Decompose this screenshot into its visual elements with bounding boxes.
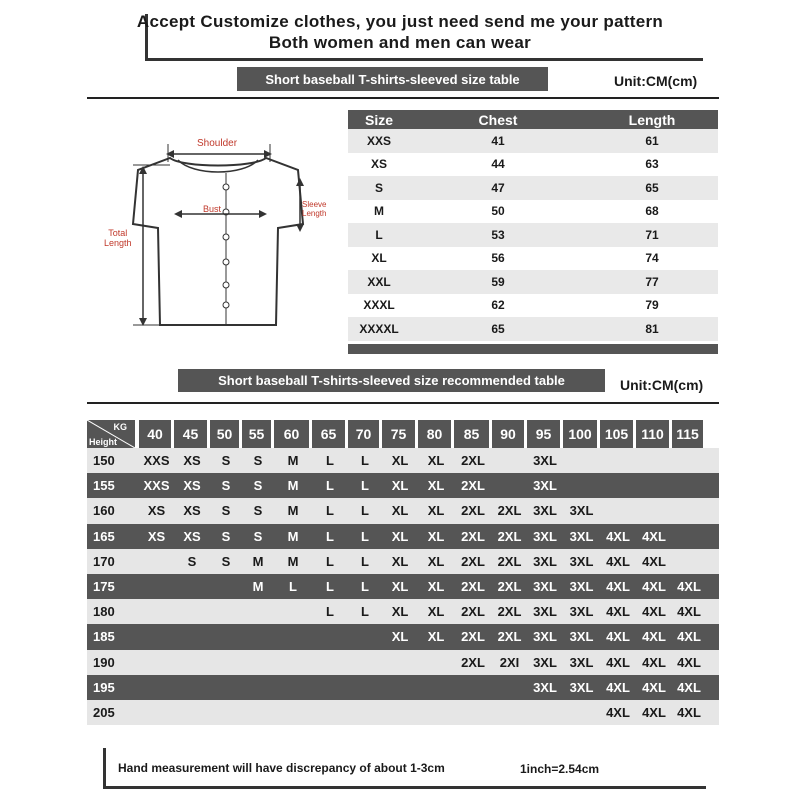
size-recommendation-cell: 2XL [461,478,485,494]
size-recommendation-cell: 2XL [461,528,485,544]
kg-header: 95 [527,420,560,448]
size-recommendation-cell: XS [183,478,201,494]
chest-cell: 44 [491,157,505,172]
size-recommendation-cell: L [326,528,334,544]
size-recommendation-cell: 4XL [606,528,630,544]
size-recommendation-cell: 2XL [497,553,522,569]
size-cell: XXXL [363,298,395,313]
size-recommendation-cell: XS [183,503,201,519]
size-cell: XL [371,251,387,266]
size-recommendation-cell: 3XL [533,679,557,695]
col-chest: Chest [478,111,518,128]
size-recommendation-cell: 3XL [533,553,557,569]
size-recommendation-cell: L [326,579,334,595]
size-recommendation-cell: M [287,553,299,569]
recommend-table-body [87,448,719,725]
size-recommendation-cell: L [361,553,369,569]
length-cell: 79 [645,298,659,313]
size-recommendation-cell: 4XL [606,553,630,569]
chest-cell: 41 [491,133,505,148]
size-recommendation-cell: 2XL [497,629,522,645]
kg-header: 80 [418,420,451,448]
size-recommendation-cell: 4XL [677,679,701,695]
footer-conversion: 1inch=2.54cm [520,762,600,776]
size-recommendation-cell: M [287,503,299,519]
size-recommendation-cell: 3XL [569,579,594,595]
size-recommendation-cell: L [326,604,334,620]
size-recommendation-cell: 4XL [642,654,666,670]
size-recommendation-cell: 4XL [606,629,630,645]
size-recommendation-cell: XL [427,553,445,569]
size-recommendation-cell: 4XL [642,553,666,569]
size-recommendation-cell: XL [427,478,445,494]
size-recommendation-cell: M [252,579,264,595]
size-recommendation-cell: L [326,453,334,469]
size-cell: S [374,180,383,195]
size-recommendation-cell: XL [427,629,445,645]
size-row [348,317,718,341]
kg-header: 115 [672,420,703,448]
size-recommendation-cell: M [287,453,299,469]
size-recommendation-cell: 2XL [461,654,485,670]
size-recommendation-cell: 4XL [606,704,630,720]
size-row [348,247,718,271]
recommend-table [87,420,719,725]
size-recommendation-cell: 3XL [533,604,557,620]
size-recommendation-cell: 3XL [569,528,594,544]
recommend-table-title: Short baseball T-shirts-sleeved size recommended table [178,369,605,392]
size-recommendation-cell: 2XL [497,503,522,519]
size-recommendation-cell: 3XL [533,453,557,469]
size-recommendation-cell: L [361,453,369,469]
size-recommendation-cell: XS [183,528,201,544]
kg-header: 75 [382,420,415,448]
kg-header: 110 [636,420,669,448]
size-recommendation-cell: XL [391,553,409,569]
kg-header: 100 [563,420,597,448]
size-table-footer-bar [348,344,718,354]
size-recommendation-cell: L [289,579,297,595]
size-recommendation-cell: 3XL [569,629,594,645]
size-recommendation-cell: 4XL [677,629,701,645]
size-recommendation-cell: XL [391,503,409,519]
height-cell: 170 [93,553,115,569]
size-recommendation-cell: XL [427,528,445,544]
size-recommendation-cell: L [361,604,369,620]
size-recommendation-cell: 2XL [461,503,485,519]
recommend-row [87,675,719,700]
size-recommendation-cell: 4XL [642,528,666,544]
size-recommendation-cell: 3XL [533,629,557,645]
size-table [348,110,718,354]
kg-header: 105 [600,420,633,448]
length-cell: 68 [645,204,659,219]
size-recommendation-cell: 2XL [461,579,485,595]
chest-cell: 62 [491,298,505,313]
size-row [348,200,718,224]
footer-note: Hand measurement will have discrepancy of about 1-3cm [118,761,445,775]
size-recommendation-cell: L [326,553,334,569]
recommend-row [87,498,719,523]
col-length: Length [628,111,676,128]
size-recommendation-cell: L [361,579,369,595]
size-table-unit: Unit:CM(cm) [614,73,698,89]
size-recommendation-cell: XL [427,453,445,469]
height-cell: 190 [93,654,115,670]
height-cell: 160 [93,503,115,519]
size-recommendation-cell: XL [391,528,409,544]
size-recommendation-cell: 2XI [499,654,520,670]
kg-header: 45 [174,420,207,448]
kg-header: 50 [210,420,239,448]
size-recommendation-cell: S [221,553,231,569]
section-rule-2 [87,402,719,404]
corner-height: Height [89,437,117,447]
chest-cell: 59 [491,274,505,289]
size-row [348,176,718,200]
kg-header: 85 [454,420,489,448]
size-recommendation-cell: 2XL [497,579,522,595]
size-recommendation-cell: 4XL [677,654,701,670]
size-recommendation-cell: L [361,478,369,494]
size-cell: XS [370,157,387,172]
size-recommendation-cell: 4XL [606,579,630,595]
size-recommendation-cell: M [287,528,299,544]
size-recommendation-cell: L [361,503,369,519]
size-recommendation-cell: 4XL [606,654,630,670]
shirt-diagram [98,130,338,340]
header-line-2: Both women and men can wear [268,33,532,52]
size-recommendation-cell: L [326,478,334,494]
size-recommendation-cell: 3XL [533,579,557,595]
size-recommendation-cell: 2XL [497,528,522,544]
size-recommendation-cell: 2XL [461,629,485,645]
size-recommendation-cell: M [287,478,299,494]
chest-cell: 47 [491,180,505,195]
size-recommendation-cell: 4XL [642,579,666,595]
size-recommendation-cell: XXS [143,478,170,494]
size-recommendation-cell: XL [391,604,409,620]
recommend-row [87,624,719,649]
recommend-row [87,549,719,574]
size-cell: XXS [366,133,391,148]
shirt-outline [133,158,303,325]
size-recommendation-cell: M [252,553,264,569]
height-cell: 175 [93,579,115,595]
size-recommendation-cell: XL [391,629,409,645]
recommend-row [87,448,719,473]
size-row [348,294,718,318]
size-recommendation-cell: XXS [143,453,170,469]
chest-cell: 65 [491,321,505,336]
kg-header: 65 [312,420,345,448]
size-recommendation-cell: XS [147,503,166,519]
size-recommendation-cell: S [221,528,231,544]
recommend-row [87,524,719,549]
size-recommendation-cell: L [326,503,334,519]
recommend-row [87,700,719,725]
size-recommendation-cell: 3XL [533,528,557,544]
length-cell: 63 [645,157,659,172]
size-recommendation-cell: 2XL [497,604,522,620]
shoulder-label: Shoulder [197,138,238,149]
size-recommendation-cell: 4XL [677,579,701,595]
size-recommendation-cell: S [253,453,263,469]
size-cell: M [374,204,384,219]
size-cell: L [375,227,383,242]
height-cell: 195 [93,679,115,695]
table-corner [87,420,135,448]
size-recommendation-cell: S [253,528,263,544]
total-length-label: Total Length [104,228,132,248]
length-cell: 81 [645,321,659,336]
section-rule [87,97,719,99]
height-cell: 185 [93,629,115,645]
size-recommendation-cell: XL [391,579,409,595]
recommend-table-header [87,420,719,448]
size-row [348,153,718,177]
size-recommendation-cell: 3XL [533,478,557,494]
size-recommendation-cell: 3XL [569,604,594,620]
bust-label: Bust [203,204,222,214]
size-recommendation-cell: XL [427,604,445,620]
size-recommendation-cell: XL [391,478,409,494]
size-recommendation-cell: XS [183,453,201,469]
size-table-header [348,110,718,129]
size-recommendation-cell: 3XL [533,654,557,670]
size-recommendation-cell: 3XL [569,679,594,695]
length-cell: 74 [645,251,659,266]
col-size: Size [364,111,393,128]
length-cell: 65 [645,180,659,195]
size-table-body [348,129,718,341]
size-table-title: Short baseball T-shirts-sleeved size table [237,67,548,91]
recommend-row [87,574,719,599]
size-recommendation-cell: 4XL [606,604,630,620]
size-recommendation-cell: 4XL [677,704,701,720]
length-cell: 61 [645,133,659,148]
kg-header: 90 [492,420,524,448]
recommend-table-unit: Unit:CM(cm) [620,377,704,393]
size-recommendation-cell: 3XL [569,553,594,569]
height-cell: 165 [93,528,115,544]
size-recommendation-cell: XL [391,453,409,469]
size-recommendation-cell: 3XL [533,503,557,519]
size-recommendation-cell: S [253,503,263,519]
size-recommendation-cell: 3XL [569,654,594,670]
height-cell: 205 [93,704,115,720]
size-recommendation-cell: 4XL [642,679,666,695]
size-row [348,223,718,247]
chest-cell: 53 [491,227,505,242]
recommend-row [87,650,719,675]
size-cell: XXL [367,274,391,289]
size-recommendation-cell: 2XL [461,553,485,569]
height-cell: 180 [93,604,115,620]
kg-header: 55 [242,420,271,448]
size-recommendation-cell: XS [147,528,166,544]
size-recommendation-cell: 2XL [461,604,485,620]
size-recommendation-cell: S [253,478,263,494]
sleeve-length-label: Sleeve Length [302,200,327,218]
height-cell: 155 [93,478,115,494]
size-recommendation-cell: L [361,528,369,544]
size-recommendation-cell: XL [427,503,445,519]
size-recommendation-cell: 4XL [642,629,666,645]
length-cell: 71 [645,227,659,242]
chest-cell: 50 [491,204,505,219]
recommend-row [87,473,719,498]
kg-header: 70 [348,420,379,448]
size-recommendation-cell: 4XL [642,704,666,720]
size-recommendation-cell: 2XL [461,453,485,469]
length-cell: 77 [645,274,659,289]
size-recommendation-cell: 4XL [606,679,630,695]
size-recommendation-cell: 4XL [677,604,701,620]
height-cell: 150 [93,453,115,469]
size-recommendation-cell: S [221,478,231,494]
size-recommendation-cell: S [221,503,231,519]
size-recommendation-cell: S [187,553,197,569]
size-row [348,270,718,294]
header-line-1: Accept Customize clothes, you just need send me your pattern [136,12,664,31]
chest-cell: 56 [491,251,505,266]
kg-header: 60 [274,420,309,448]
size-recommendation-cell: 3XL [569,503,594,519]
corner-kg: KG [113,422,127,432]
size-recommendation-cell: XL [427,579,445,595]
recommend-row [87,599,719,624]
size-recommendation-cell: 4XL [642,604,666,620]
size-row [348,129,718,153]
size-recommendation-cell: S [221,453,231,469]
size-cell: XXXXL [359,321,399,336]
kg-header: 40 [139,420,171,448]
